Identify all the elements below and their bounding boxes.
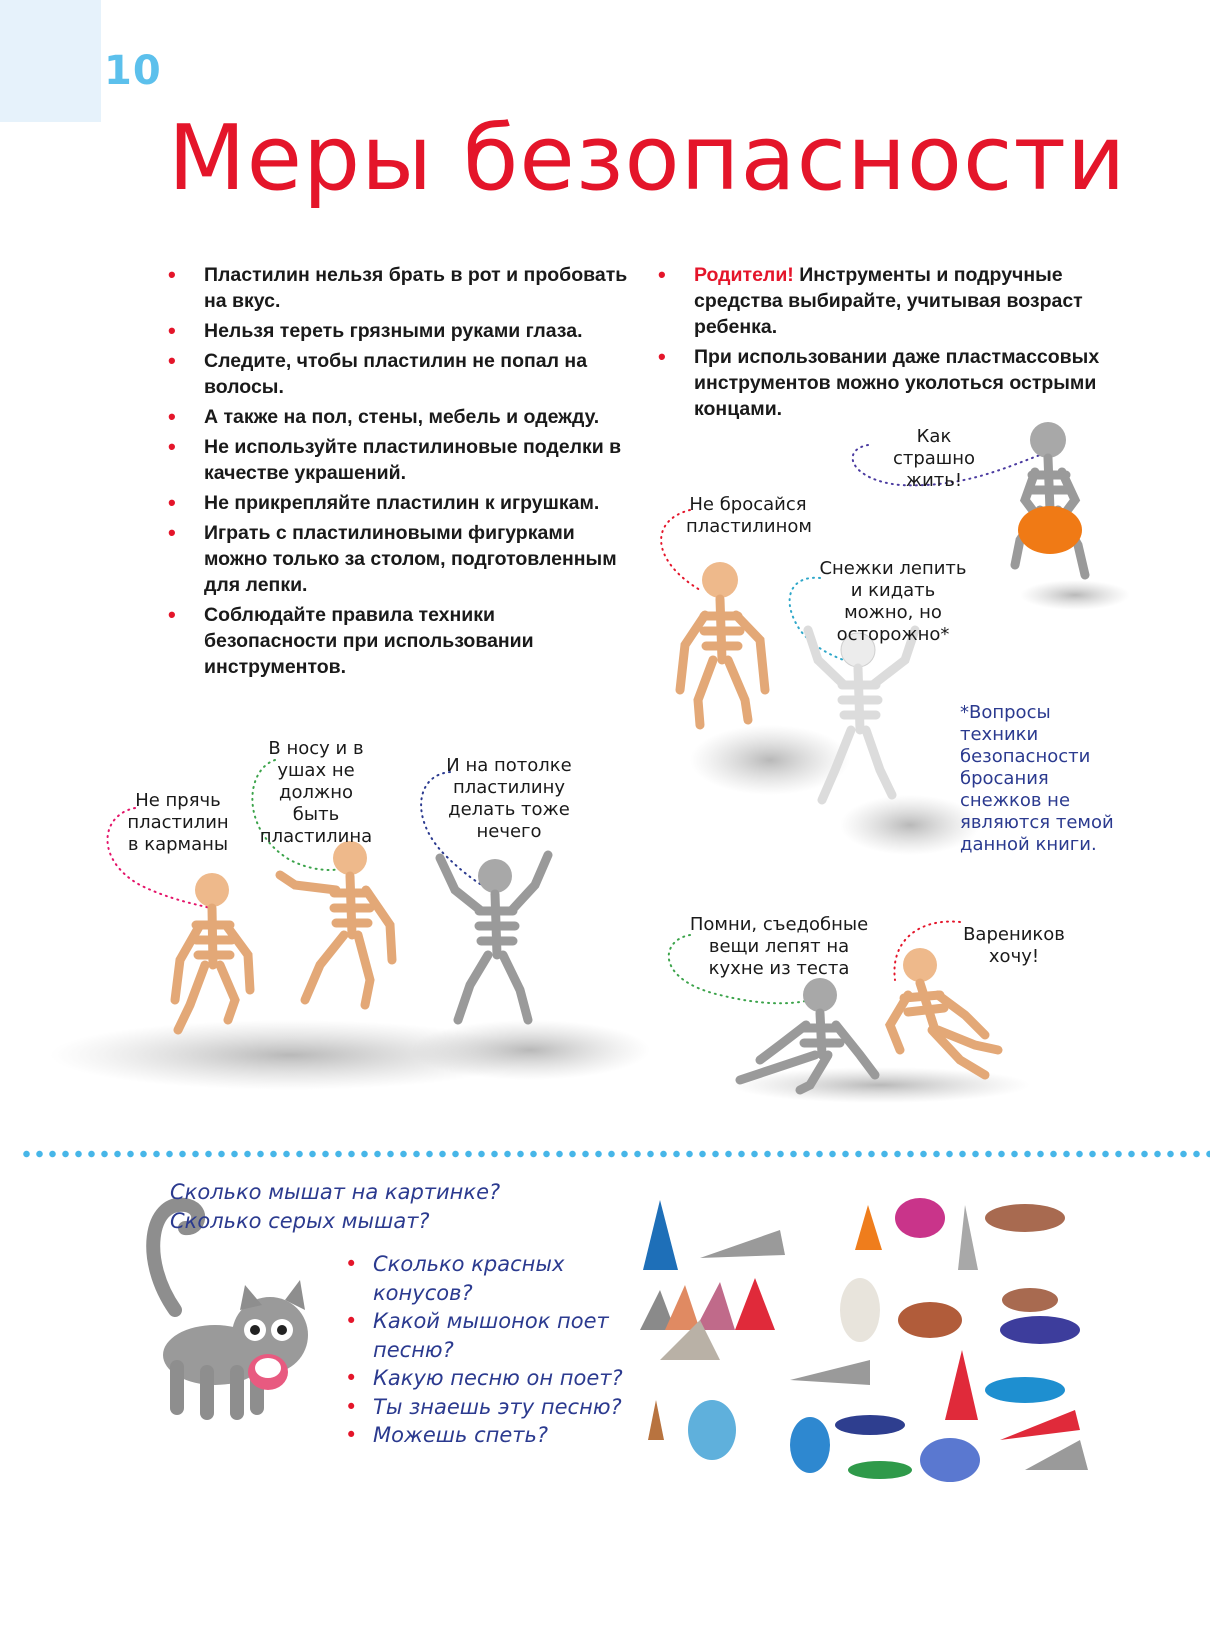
bubble-edible: Помни, съедобные вещи лепят на кухне из теста [689, 914, 869, 979]
questions-intro [170, 1178, 500, 1236]
bubble-scary: Как страшно жить! [892, 426, 976, 491]
question-item: • Ты знаешь эту песню? [345, 1393, 635, 1422]
question-item: • Сколько красных конусов? [345, 1250, 635, 1307]
footnote: *Вопросы техники безопасности бросания снежков не являются темой данной книги. [960, 702, 1114, 855]
page-title: Меры безопасности [168, 106, 1127, 211]
bubble-ceiling: И на потолке пластилину делать тоже нечего [446, 755, 572, 842]
bubble-nose: В носу и в ушах не должно быть пластилина [259, 738, 373, 847]
rule-item: • Пластилин нельзя брать в рот и пробовать на вкус. [168, 262, 628, 314]
bubble-dumplings: Вареников хочу! [963, 924, 1065, 967]
rule-item: • Не прикрепляйте пластилин к игрушкам. [168, 490, 628, 516]
bubble-dont-throw: Не бросайся пластилином [686, 494, 812, 537]
rule-text: Инструменты и подручные средства выбирайте, учитывая возраст ребенка. [694, 264, 1083, 338]
clay-skeleton-orange [175, 873, 250, 1030]
question-item: • Какую песню он поет? [345, 1364, 635, 1393]
rule-item: • Следите, чтобы пластилин не попал на волосы. [168, 348, 628, 400]
parents-accent: Родители! [694, 264, 794, 286]
question-item: • Какой мышонок поет песню? [345, 1307, 635, 1364]
page-number: 10 [104, 48, 162, 94]
question-line: Сколько мышат на картинке? [170, 1180, 501, 1204]
clay-skeleton-orange [280, 841, 392, 1005]
rule-item: • Играть с пластилиновыми фигурками можно только за столом, подготовленным для лепки. [168, 520, 628, 598]
rule-item: • Не используйте пластилиновые поделки в качестве украшений. [168, 434, 628, 486]
rule-item: • Нельзя тереть грязными руками глаза. [168, 318, 628, 344]
questions-list [345, 1250, 635, 1450]
clay-cones-and-mice [640, 1198, 1088, 1482]
clay-cat [153, 1205, 308, 1420]
bubble-pockets: Не прячь пластилин в карманы [127, 790, 229, 855]
clay-pumpkin [1018, 506, 1082, 554]
dotted-divider [20, 1150, 1210, 1158]
rule-item: • А также на пол, стены, мебель и одежду. [168, 404, 628, 430]
rule-item: • Соблюдайте правила техники безопасности при использовании инструментов. [168, 602, 628, 680]
rule-text: При использовании даже пластмассовых инструментов можно уколоться острыми концами. [694, 346, 1100, 420]
clay-skeleton-grey [440, 855, 548, 1020]
question-item: • Можешь спеть? [345, 1421, 635, 1450]
question-line: Сколько серых мышат? [170, 1209, 430, 1233]
bubble-snowballs: Снежки лепить и кидать можно, но осторожно* [819, 558, 967, 645]
